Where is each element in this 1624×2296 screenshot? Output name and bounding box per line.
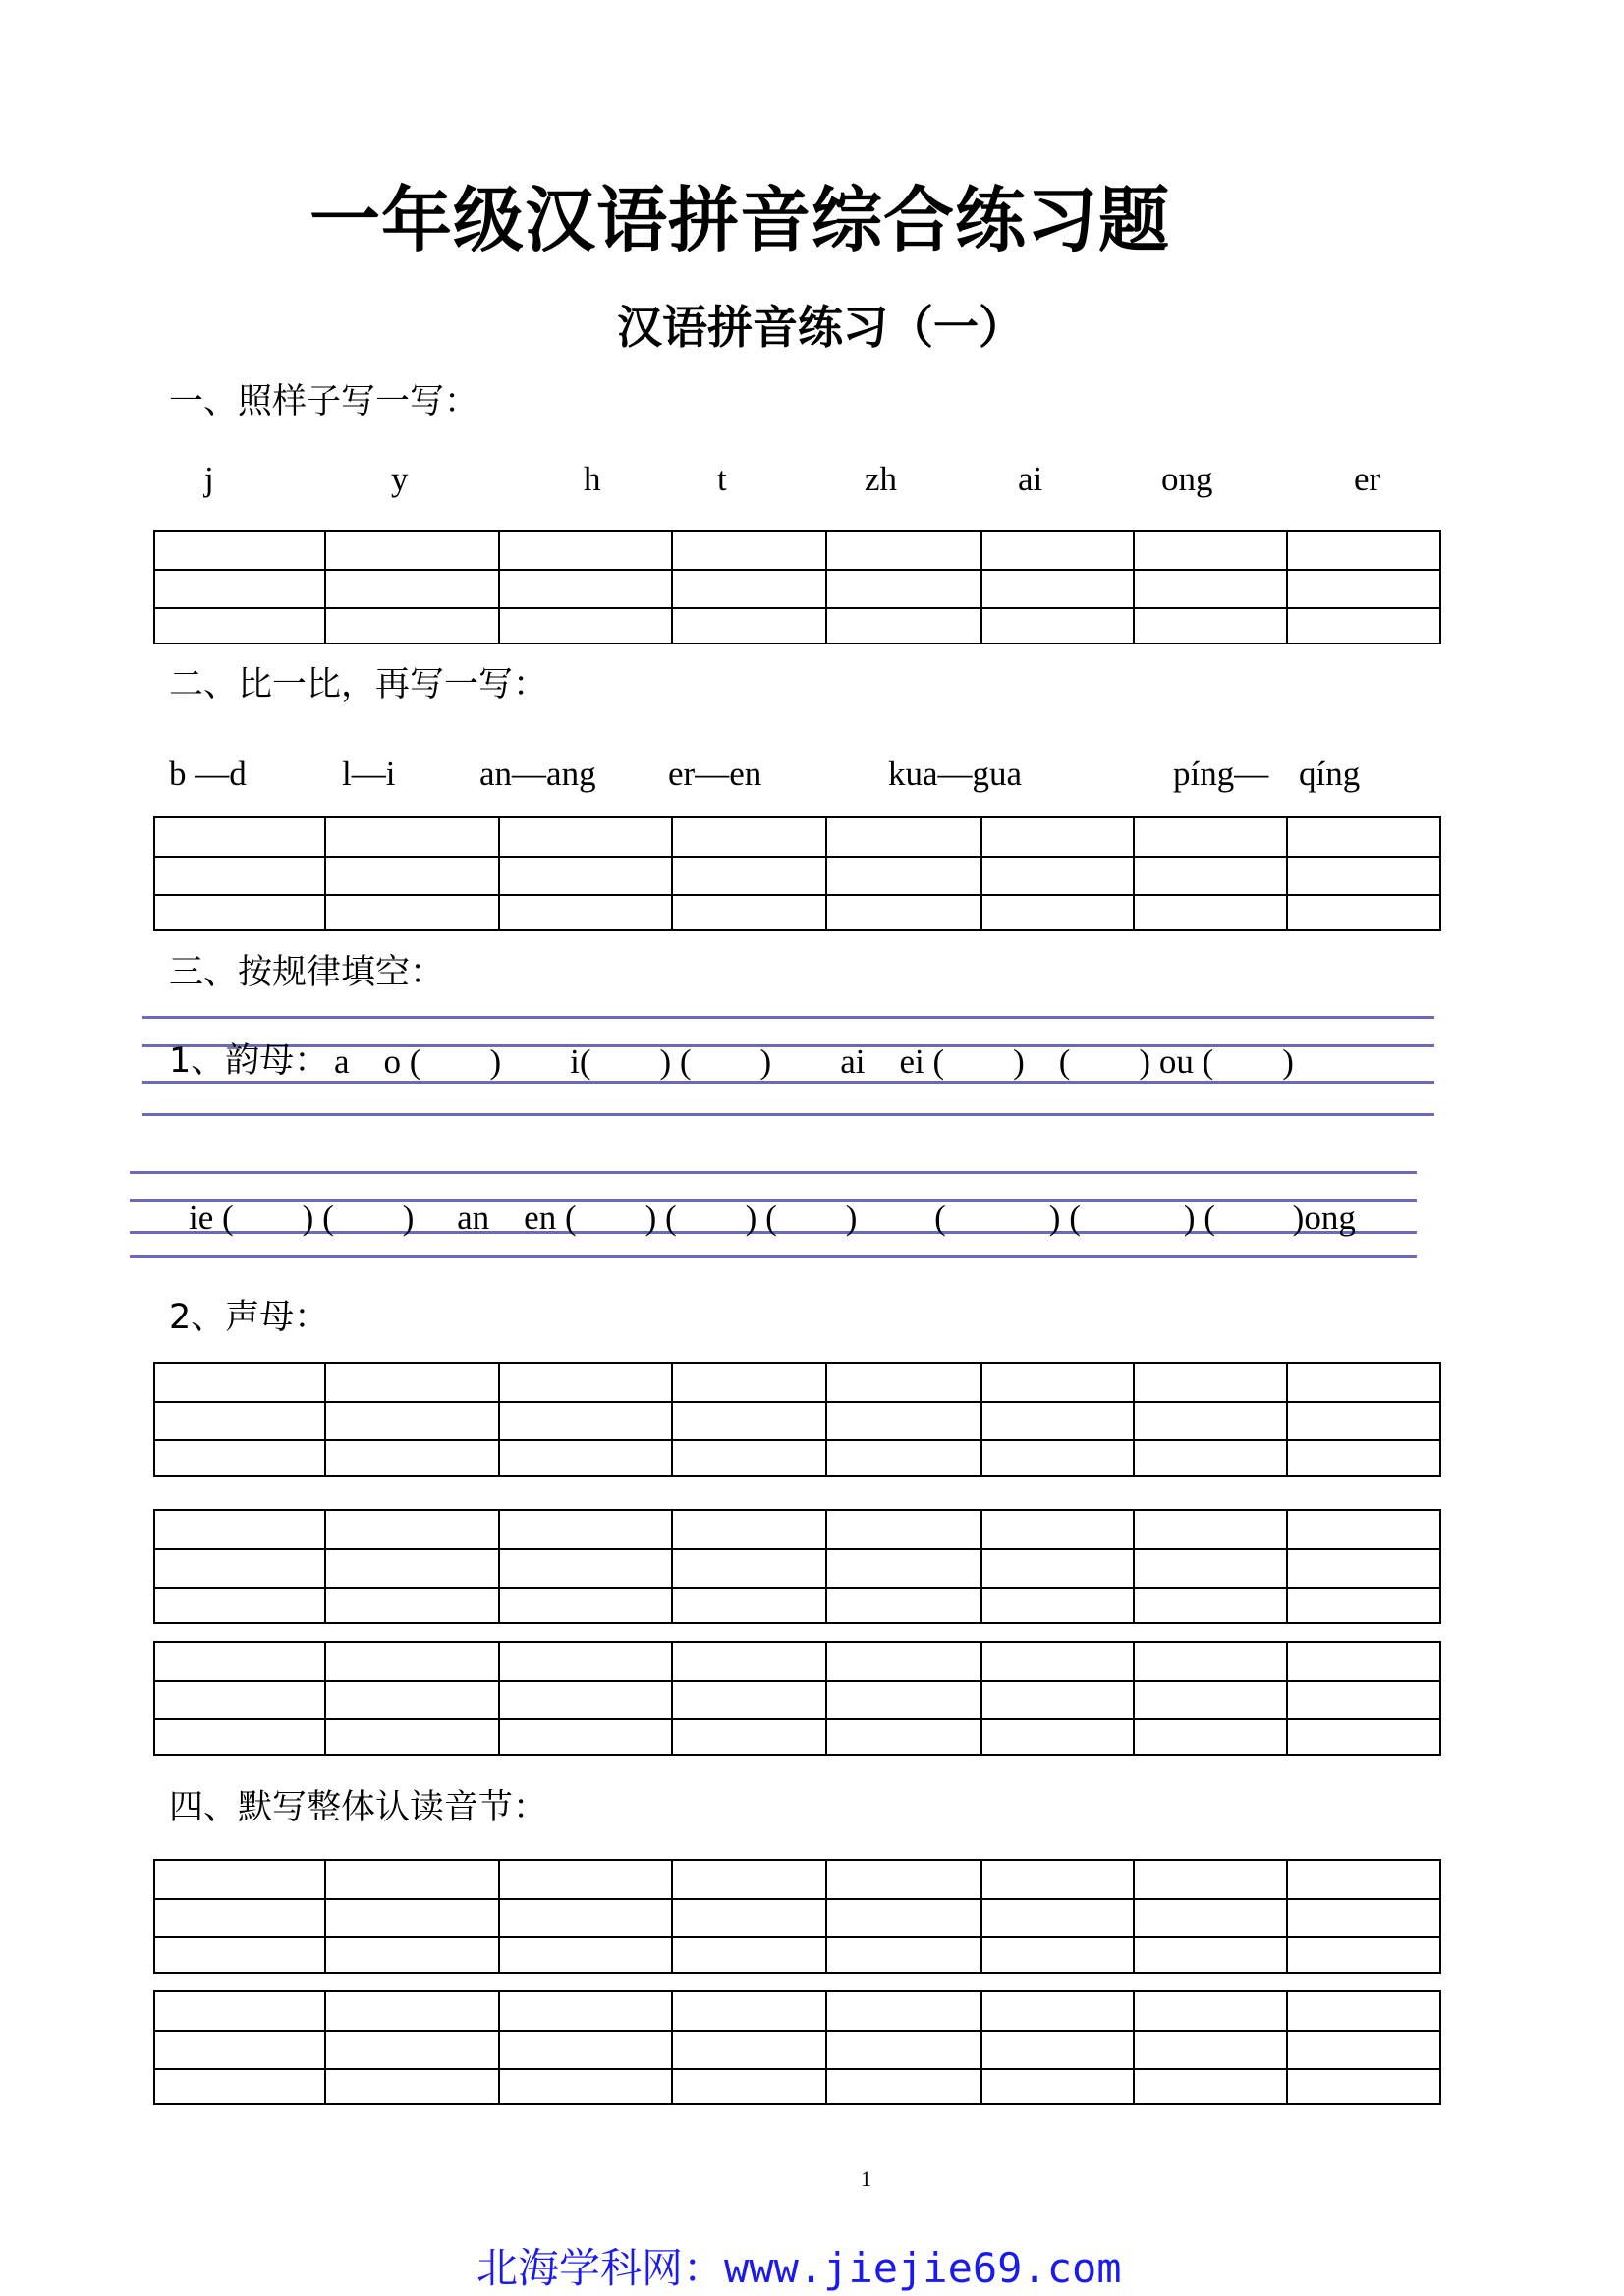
pair-qing: qíng bbox=[1299, 755, 1361, 793]
four-line-rule bbox=[130, 1171, 1417, 1174]
grid-col-line bbox=[324, 1511, 326, 1622]
grid-col-line bbox=[671, 1364, 673, 1475]
grid-row-line bbox=[155, 1680, 1439, 1682]
writing-grid[interactable] bbox=[153, 1859, 1441, 1974]
grid-row-line bbox=[155, 856, 1439, 858]
page-title: 一年级汉语拼音综合练习题 bbox=[309, 179, 1171, 261]
grid-col-line bbox=[324, 1643, 326, 1754]
grid-col-line bbox=[980, 532, 982, 643]
letter-zh: zh bbox=[865, 460, 898, 498]
grid-col-line bbox=[671, 818, 673, 929]
grid-col-line bbox=[1286, 1364, 1288, 1475]
page-subtitle: 汉语拼音练习（一） bbox=[617, 301, 1024, 354]
section1-heading: 一、照样子写一写： bbox=[169, 382, 479, 421]
grid-col-line bbox=[825, 1992, 827, 2103]
grid-col-line bbox=[671, 532, 673, 643]
pair-ping: píng— bbox=[1173, 755, 1269, 793]
grid-col-line bbox=[1133, 1643, 1135, 1754]
grid-col-line bbox=[1133, 1511, 1135, 1622]
vowels-fill-line-2[interactable]: ie ( ) ( ) an en ( ) ( ) ( ) ( ) ( ) ( )ong bbox=[189, 1199, 1356, 1237]
grid-col-line bbox=[498, 532, 500, 643]
grid-row-line bbox=[155, 2030, 1439, 2032]
grid-col-line bbox=[1133, 532, 1135, 643]
letter-h: h bbox=[584, 460, 601, 498]
letter-j: j bbox=[204, 460, 214, 498]
four-line-rule bbox=[142, 1113, 1434, 1116]
section2-heading: 二、比一比，再写一写： bbox=[169, 665, 548, 704]
letter-ai: ai bbox=[1018, 460, 1043, 498]
grid-row-line bbox=[155, 1401, 1439, 1403]
letter-y: y bbox=[391, 460, 409, 498]
four-line-rule bbox=[142, 1016, 1434, 1019]
grid-row-line bbox=[155, 1718, 1439, 1720]
grid-col-line bbox=[1286, 818, 1288, 929]
writing-grid[interactable] bbox=[153, 816, 1441, 931]
grid-col-line bbox=[324, 532, 326, 643]
section3-heading: 三、按规律填空： bbox=[169, 953, 445, 992]
grid-col-line bbox=[980, 1364, 982, 1475]
grid-col-line bbox=[980, 1643, 982, 1754]
grid-col-line bbox=[498, 1992, 500, 2103]
grid-col-line bbox=[1133, 1364, 1135, 1475]
grid-col-line bbox=[498, 1364, 500, 1475]
grid-col-line bbox=[671, 1511, 673, 1622]
consonants-label: 2、声母： bbox=[169, 1298, 329, 1337]
grid-col-line bbox=[825, 1511, 827, 1622]
grid-col-line bbox=[825, 1364, 827, 1475]
letter-er: er bbox=[1354, 460, 1381, 498]
grid-row-line bbox=[155, 607, 1439, 609]
grid-col-line bbox=[825, 1861, 827, 1972]
grid-col-line bbox=[1286, 1861, 1288, 1972]
grid-col-line bbox=[980, 1861, 982, 1972]
grid-col-line bbox=[1286, 532, 1288, 643]
grid-col-line bbox=[980, 1511, 982, 1622]
pair-kua-gua: kua—gua bbox=[888, 755, 1023, 793]
grid-row-line bbox=[155, 1936, 1439, 1938]
writing-grid[interactable] bbox=[153, 1990, 1441, 2105]
writing-grid[interactable] bbox=[153, 530, 1441, 644]
footer bbox=[476, 2244, 1122, 2292]
grid-col-line bbox=[498, 818, 500, 929]
grid-row-line bbox=[155, 569, 1439, 571]
grid-col-line bbox=[324, 1992, 326, 2103]
writing-grid[interactable] bbox=[153, 1641, 1441, 1756]
grid-col-line bbox=[1286, 1511, 1288, 1622]
grid-col-line bbox=[671, 1992, 673, 2103]
grid-col-line bbox=[324, 818, 326, 929]
grid-col-line bbox=[671, 1861, 673, 1972]
grid-row-line bbox=[155, 1898, 1439, 1900]
pair-b-d: b —d bbox=[169, 755, 247, 793]
grid-col-line bbox=[498, 1511, 500, 1622]
vowels-fill-line[interactable]: a o ( ) i( ) ( ) ai ei ( ) ( ) ou ( ) bbox=[334, 1042, 1294, 1081]
grid-row-line bbox=[155, 2068, 1439, 2070]
footer-label: 北海学科网： bbox=[476, 2244, 725, 2292]
letter-t: t bbox=[717, 460, 727, 498]
grid-col-line bbox=[980, 1992, 982, 2103]
grid-col-line bbox=[825, 1643, 827, 1754]
grid-col-line bbox=[1133, 818, 1135, 929]
grid-row-line bbox=[155, 1587, 1439, 1589]
grid-col-line bbox=[324, 1364, 326, 1475]
grid-col-line bbox=[1133, 1861, 1135, 1972]
vowels-label: 1、韵母： bbox=[169, 1041, 329, 1081]
grid-col-line bbox=[324, 1861, 326, 1972]
grid-col-line bbox=[671, 1643, 673, 1754]
writing-grid[interactable] bbox=[153, 1362, 1441, 1477]
grid-col-line bbox=[498, 1643, 500, 1754]
grid-col-line bbox=[980, 818, 982, 929]
footer-url[interactable]: www.jiejie69.com bbox=[724, 2244, 1122, 2292]
page-number: 1 bbox=[861, 2166, 871, 2191]
four-line-rule bbox=[130, 1255, 1417, 1258]
pair-an-ang: an—ang bbox=[479, 755, 596, 793]
grid-col-line bbox=[1286, 1992, 1288, 2103]
grid-col-line bbox=[498, 1861, 500, 1972]
grid-col-line bbox=[825, 532, 827, 643]
writing-grid[interactable] bbox=[153, 1509, 1441, 1624]
grid-row-line bbox=[155, 1548, 1439, 1550]
four-line-rule bbox=[142, 1081, 1434, 1084]
grid-col-line bbox=[825, 818, 827, 929]
pair-l-i: l—i bbox=[342, 755, 396, 793]
grid-col-line bbox=[1133, 1992, 1135, 2103]
section4-heading: 四、默写整体认读音节： bbox=[169, 1788, 548, 1827]
letter-ong: ong bbox=[1161, 460, 1213, 498]
grid-col-line bbox=[1286, 1643, 1288, 1754]
pair-er-en: er—en bbox=[668, 755, 762, 793]
grid-row-line bbox=[155, 1439, 1439, 1441]
grid-row-line bbox=[155, 894, 1439, 896]
